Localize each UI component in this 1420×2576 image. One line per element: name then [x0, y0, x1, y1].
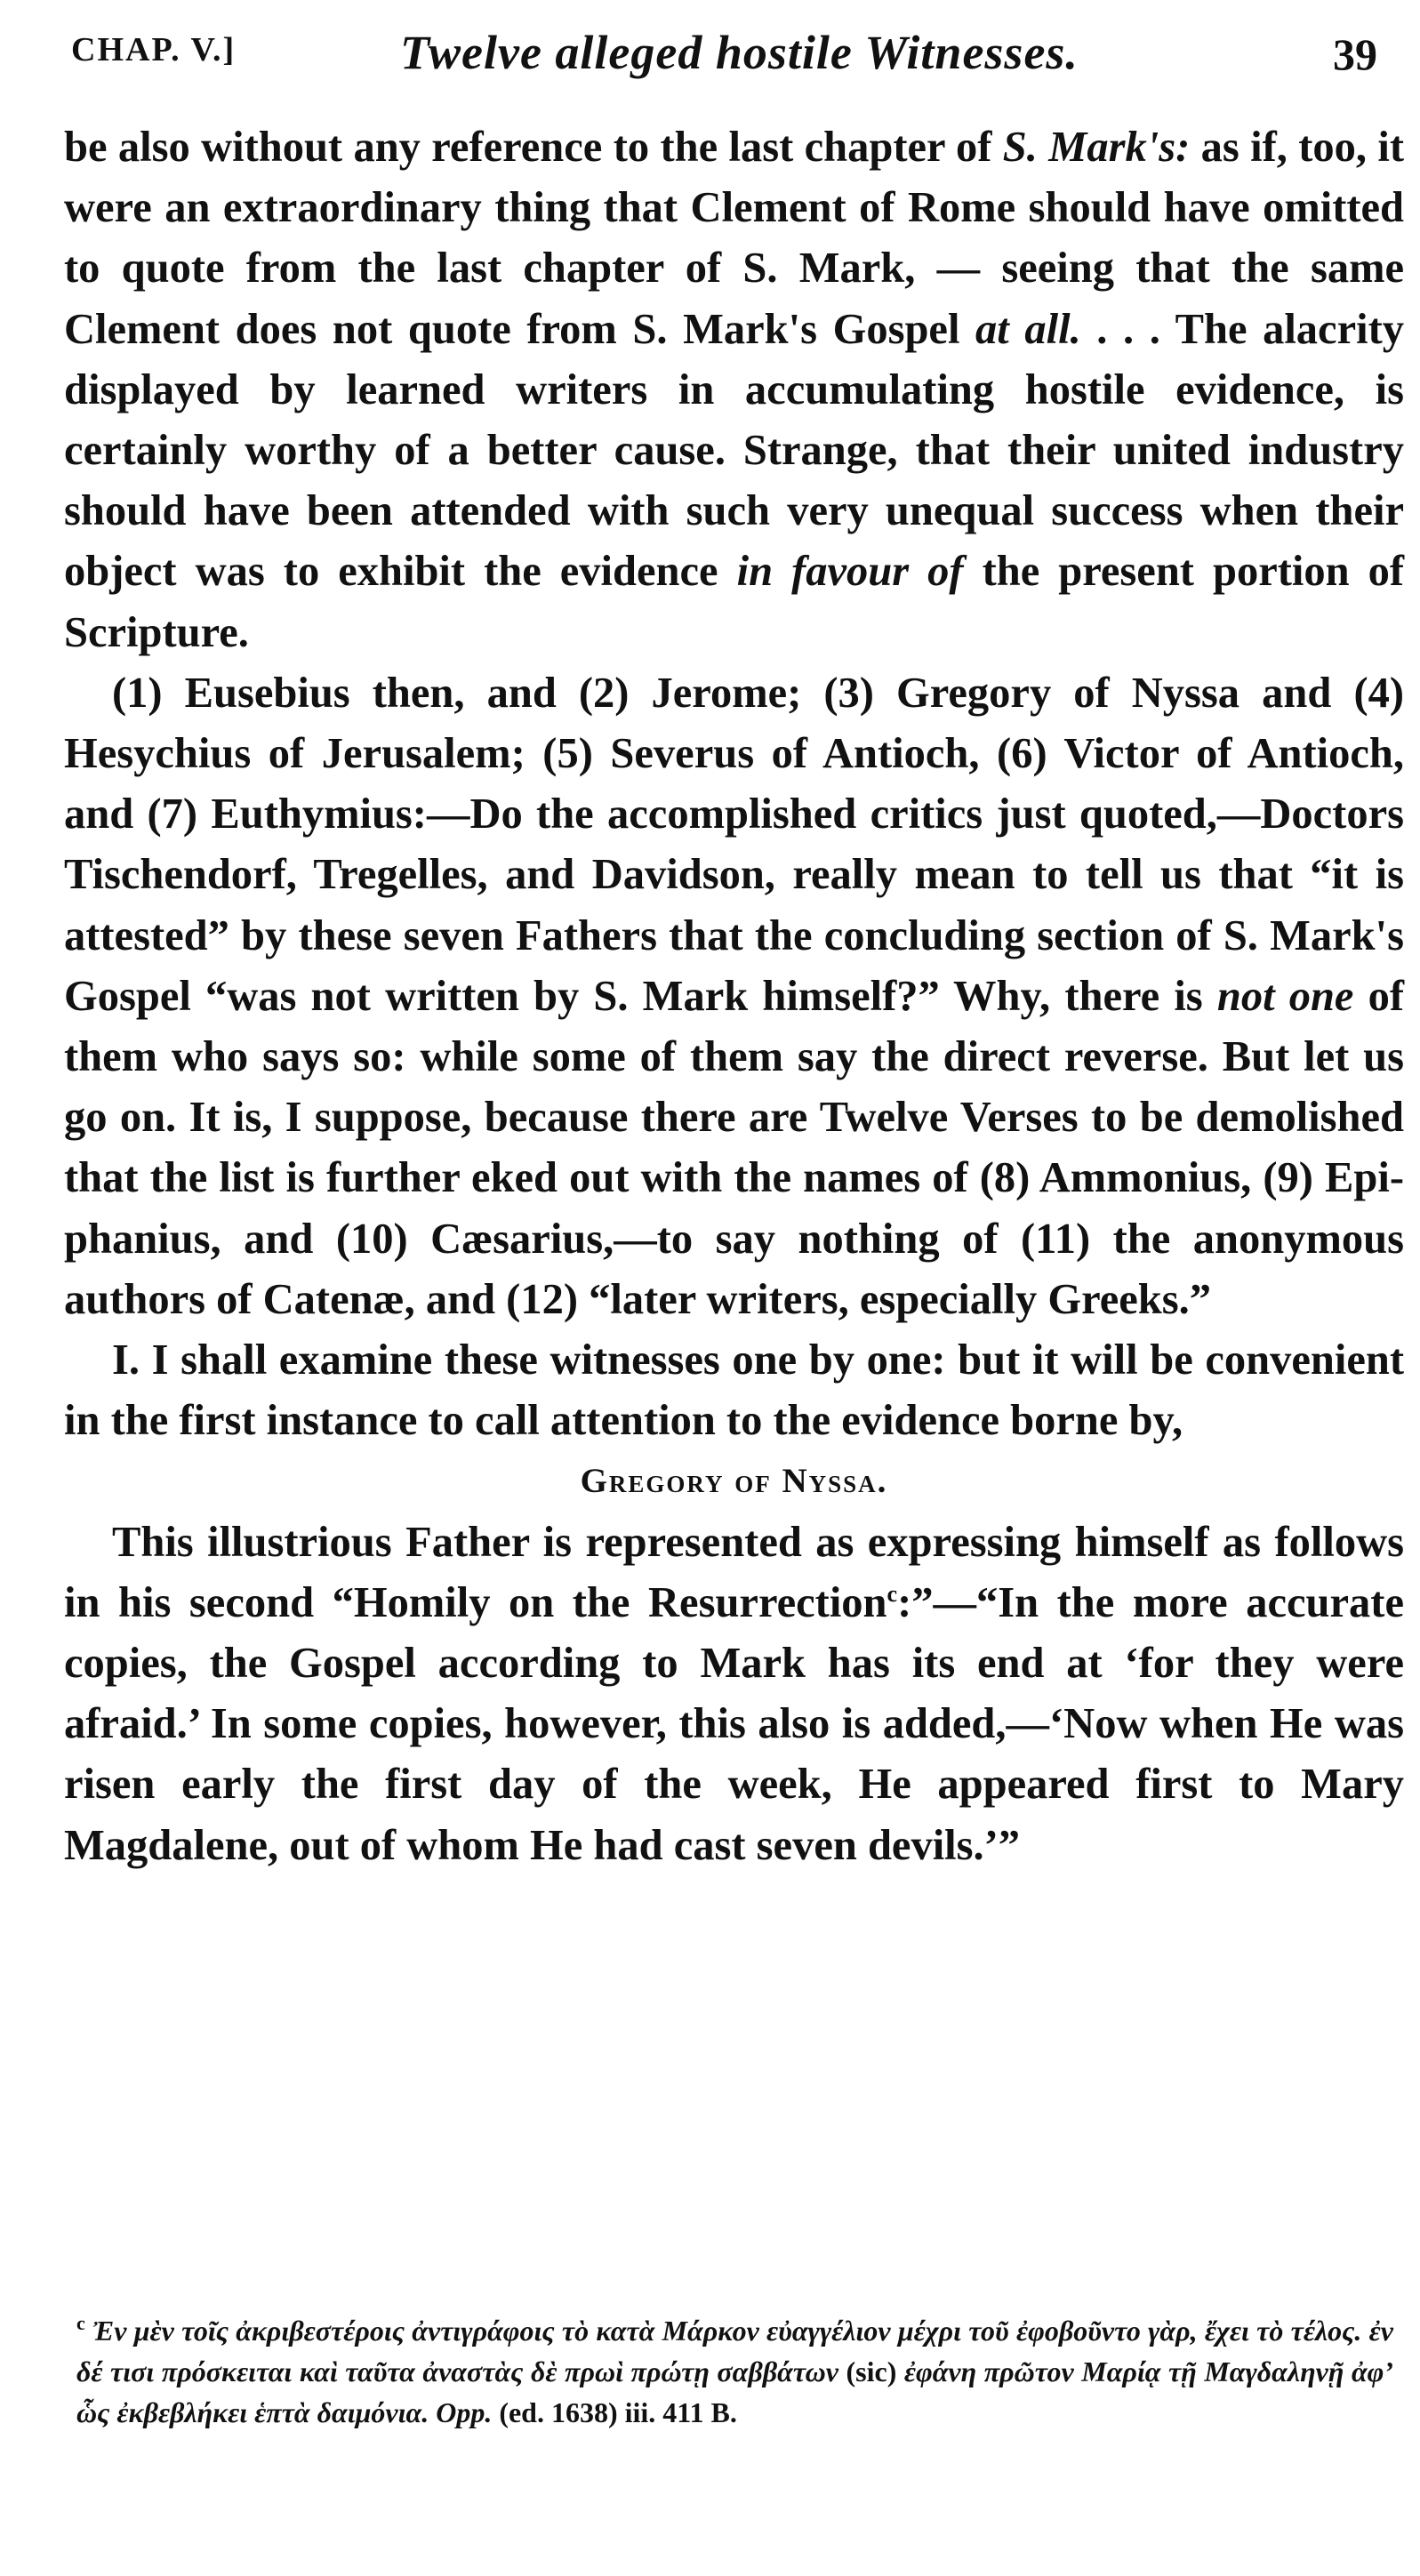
footnote: [76, 2310, 1393, 2433]
chapter-label: CHAP. V.]: [71, 31, 237, 68]
running-title: Twelve alleged hostile Witnesses.: [400, 26, 1079, 79]
text-run: :”—“In the more accurate copies, the Gospel according to Mark has its end at ‘for they were afraid.’ In some copies, however, this also is added,—‘Now when He was risen early the first day of the week, He appeared first to Mary Magdalene, out of whom He had cast seven devils.’”: [64, 1578, 1404, 1869]
paragraph-continuation: [64, 117, 1404, 663]
text-run: the present portion of Scripture.: [64, 548, 1405, 656]
main-text: [64, 117, 1404, 1876]
greek-quotation: Ἐν μὲν τοῖς ἀκριβεστέροις ἀντιγράφοις τὸ κατὰ Μάρκον εὐαγγέλιον μέχρι τοῦ ἐφοβοῦντο γὰρ, ἔχει τὸ τέλος. ἐν δέ τισι πρόσκειται καὶ ταῦτα ἀναστὰς δὲ πρωὶ πρώτῃ σαββάτων: [76, 2315, 1393, 2387]
opera-abbreviation: Opp.: [436, 2396, 493, 2428]
text-run: (1) Eusebius then, and (2) Jerome; (3) Gregory of Nyssa and (4) Hesychius of Jerusalem; (5) Severus of Antioch, (6) Victor of Antioch, and (7) Euthymius:—Do the accomplished critics just quoted,—Doctors Tischendorf, Tregelles, and Davidson, really mean to tell us that “it is attested” by these seven Fathers that the concluding section of S. Mark's Gospel “was not written by S. Mark himself?” Why, there is: [64, 669, 1404, 1020]
running-header: [71, 25, 1395, 87]
text-run: as if, too, it were an extraordinary thing that Clement of Rome should have omitted to quote from the last chapter of S. Mark, — seeing that the same Clement does not quote from S. Mark's Gospel: [64, 124, 1404, 353]
citation: (ed. 1638) iii. 411 B.: [499, 2396, 737, 2428]
paragraph-gregory: [64, 1513, 1404, 1876]
text-run: This illustrious Father is represented as expressing himself as follows in his second “Homily on the Resurrection: [64, 1518, 1404, 1626]
footnote-mark: c: [76, 2312, 85, 2335]
italic-text: S. Mark's:: [1002, 124, 1191, 171]
section-heading: Gregory of Nyssa.: [580, 1462, 888, 1501]
page-number: 39: [1333, 29, 1377, 79]
footnote-reference[interactable]: c: [886, 1580, 898, 1607]
paragraph-examine: I. I shall examine these witnesses one by one: but it will be convenient in the first instance to call attention to the evidence borne by,: [64, 1336, 1404, 1445]
greek-quotation-continued: ἐφάνη πρῶτον Μαρίᾳ τῇ Μαγδαληνῇ ἀφ’ ὧς ἐκβεβλήκει ἑπτὰ δαιμόνια.: [76, 2355, 1394, 2428]
italic-text: not one: [1216, 972, 1354, 1020]
sic-note: (sic): [846, 2355, 897, 2387]
text-run: of them who says so: while some of them say the direct reverse. But let us go on. It is, I suppose, because there are Twelve Verses to be demolished that the list is further eked out with the names of (8) Ammonius, (9) Epiphanius, and (10) Cæsarius,—to say nothing of (11) the anonymous authors of Catenæ, and (12) “later writers, especially Greeks.”: [64, 972, 1405, 1323]
italic-text: at all.: [975, 305, 1081, 353]
italic-text: in favour of: [736, 548, 964, 596]
text-run: . . . The alacrity displayed by learned writers in accumulating hostile evidence, is certainly worthy of a better cause. Strange, that their united industry should have been attended with such very unequal success when their object was to exhibit the evidence: [64, 305, 1404, 596]
text-run: be also without any reference to the last chapter of: [64, 124, 1003, 171]
paragraph-witnesses: [64, 663, 1404, 1330]
